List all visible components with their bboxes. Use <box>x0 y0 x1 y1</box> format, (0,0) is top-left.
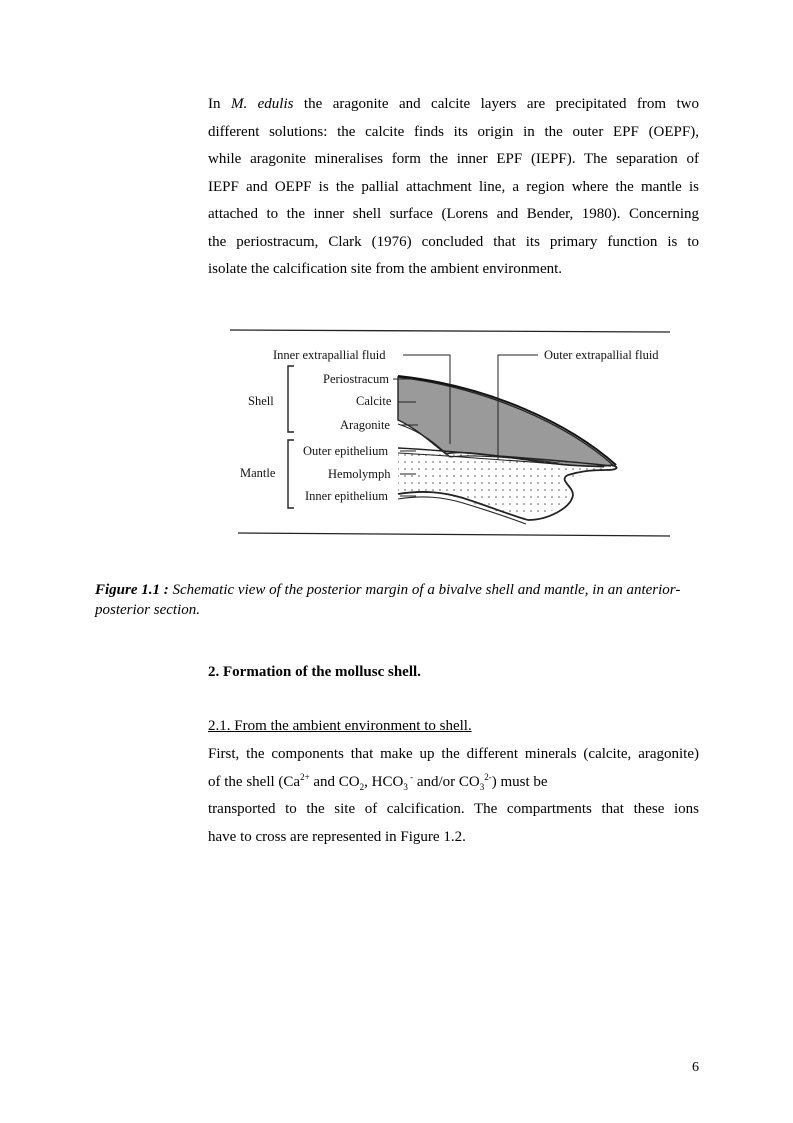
figure-caption-label: Figure 1.1 : <box>95 582 169 598</box>
paragraph-1-line-2: different solutions: the calcite finds its origin in the outer EPF (OEPF), <box>208 123 699 140</box>
paragraph-2 <box>208 741 699 851</box>
paragraph-1-line-1: In M. edulis the aragonite and calcite layers are precipitated from two <box>208 96 700 112</box>
label-aragonite: Aragonite <box>340 418 390 432</box>
paragraph-2-line-4: have to cross are represented in Figure 1.2. <box>208 828 466 845</box>
paragraph-1-line-7: isolate the calcification site from the ambient environment. <box>208 261 563 277</box>
top-rule <box>230 330 670 332</box>
bottom-rule <box>238 533 670 536</box>
label-outer-epf: Outer extrapallial fluid <box>544 348 659 362</box>
paragraph-2-line-1: First, the components that make up the different minerals (calcite, aragonite) <box>208 746 699 762</box>
section-heading: 2. Formation of the mollusc shell. <box>208 664 421 680</box>
label-inner-epithelium: Inner epithelium <box>305 489 388 503</box>
paragraph-1-line-3: while aragonite mineralises form the inner EPF (IEPF). The separation of <box>208 151 699 167</box>
label-periostracum: Periostracum <box>323 372 389 386</box>
shell-mantle-svg <box>228 320 678 560</box>
label-inner-epf: Inner extrapallial fluid <box>273 348 386 362</box>
mantle-bracket <box>288 440 294 508</box>
label-mantle: Mantle <box>240 466 276 480</box>
label-outer-epithelium: Outer epithelium <box>303 444 389 458</box>
figure-shell-mantle-diagram <box>228 320 678 560</box>
section-subheading: 2.1. From the ambient environment to shell. <box>208 718 472 734</box>
page-number: 6 <box>692 1060 699 1075</box>
paragraph-1-line-5: attached to the inner shell surface (Lorens and Bender, 1980). Concerning <box>208 206 699 222</box>
paragraph-2-line-3: transported to the site of calcification. The compartments that these ions <box>208 801 699 817</box>
figure-caption <box>95 580 705 620</box>
label-shell: Shell <box>248 394 274 408</box>
shell-bracket <box>288 366 294 432</box>
figure-caption-text: Schematic view of the posterior margin of a bivalve shell and mantle, in an anterior-posterior section. <box>95 582 681 618</box>
paragraph-2-line-2: of the shell ($Ca^{2+}$ and $CO_2$, $HCO_3$ - and/or $CO_3^{2-}$) must be <box>208 771 548 792</box>
paragraph-1-line-4: IEPF and OEPF is the pallial attachment line, a region where the mantle is <box>208 178 699 195</box>
label-calcite: Calcite <box>356 394 392 408</box>
label-hemolymph: Hemolymph <box>328 467 391 481</box>
paragraph-1-line-6: the periostracum, Clark (1976) concluded that its primary function is to <box>208 233 699 250</box>
paragraph-1 <box>208 91 699 284</box>
